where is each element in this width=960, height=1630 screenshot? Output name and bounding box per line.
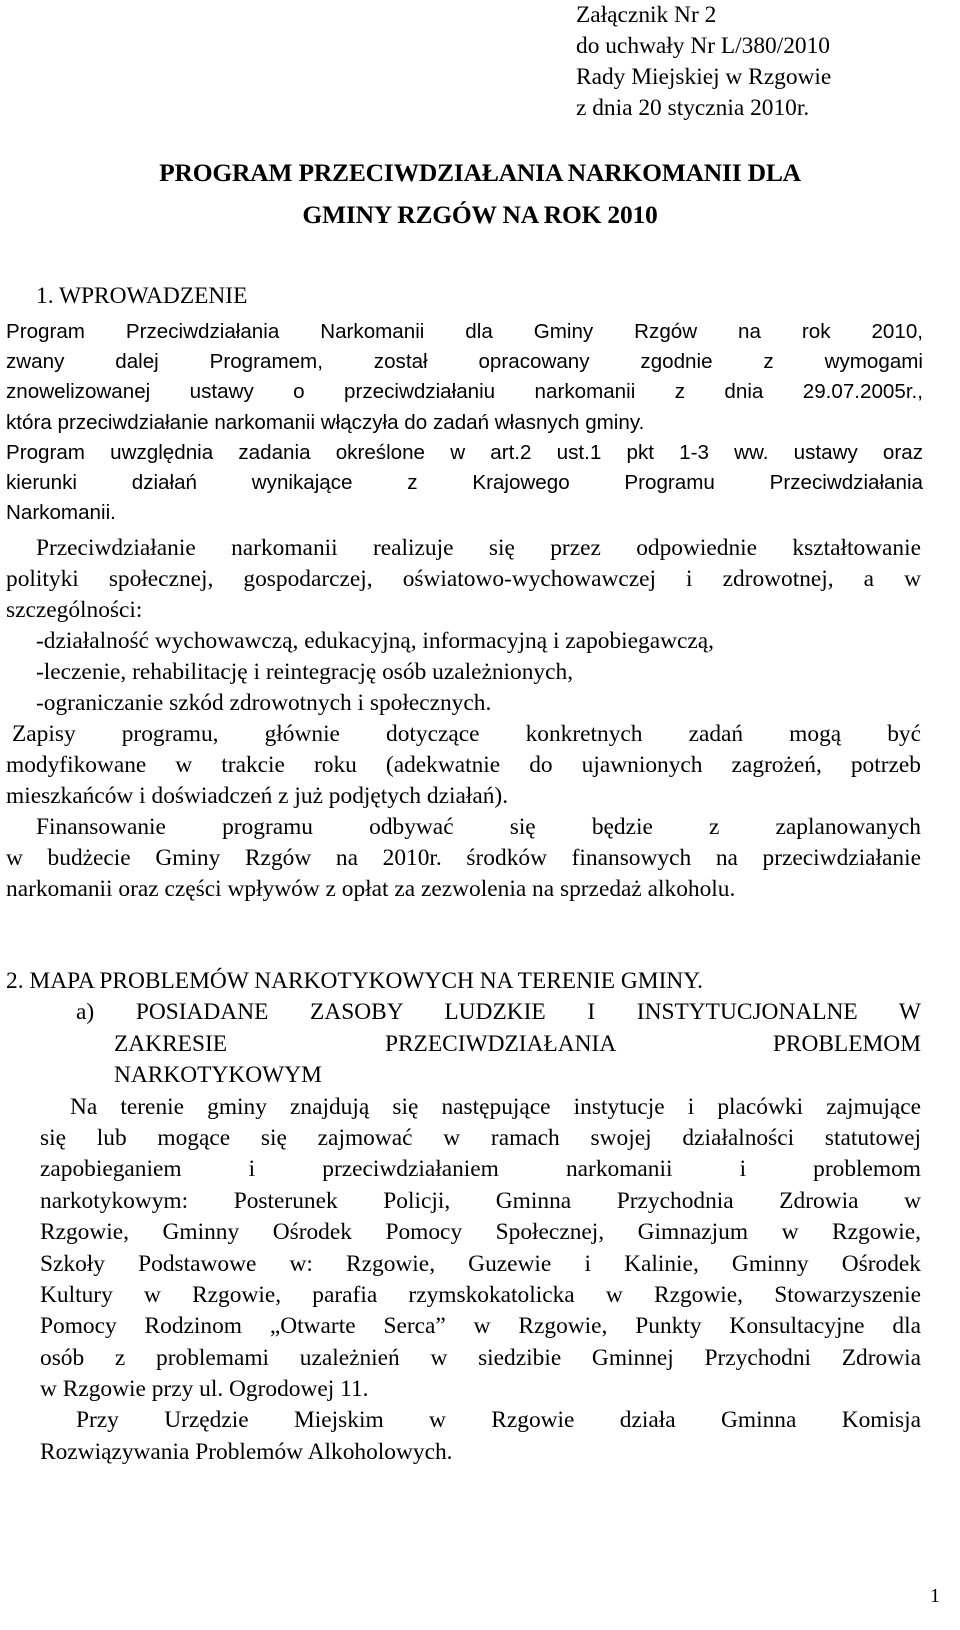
paragraph-line: Pomocy Rodzinom „Otwarte Serca” w Rzgowie, Punkty Konsultacyjne dla [40,1313,921,1340]
paragraph-line: Na terenie gminy znajdują się następujące instytucje i placówki zajmujące [70,1093,921,1120]
paragraph-line: zapobieganiem i przeciwdziałaniem narkomanii i problemom [40,1156,921,1183]
section-2-heading: 2. MAPA PROBLEMÓW NARKOTYKOWYCH NA TERENIE GMINY. [6,968,703,994]
subsection-a-heading: a) POSIADANE ZASOBY LUDZKIE I INSTYTUCJONALNE W [76,999,921,1026]
annex-line: Załącznik Nr 2 [576,2,717,28]
title-line-2: GMINY RZGÓW NA ROK 2010 [302,200,658,229]
body-line: polityki społecznej, gospodarczej, oświatowo-wychowawczej i zdrowotnej, a w [6,566,921,592]
intro-line: zwany dalej Programem, został opracowany zgodnie z wymogami [6,350,923,374]
annex-line: do uchwały Nr L/380/2010 [576,33,831,59]
paragraph-line: Szkoły Podstawowe w: Rzgowie, Guzewie i Kalinie, Gminny Ośrodek [40,1250,921,1277]
title-line-1: PROGRAM PRZECIWDZIAŁANIA NARKOMANII DLA [159,158,801,187]
section-1-heading: 1. WPROWADZENIE [36,283,248,309]
paragraph-line: Rzgowie, Gminny Ośrodek Pomocy Społecznej, Gimnazjum w Rzgowie, [40,1219,921,1246]
subsection-a-heading: ZAKRESIE PRZECIWDZIAŁANIA PROBLEMOM [114,1030,921,1057]
section-2 [6,966,921,1468]
paragraph-line: w Rzgowie przy ul. Ogrodowej 11. [40,1376,369,1403]
list-item: -ograniczanie szkód zdrowotnych i społecznych. [36,690,492,716]
paragraph-line: narkotykowym: Posterunek Policji, Gminna Przychodnia Zdrowia w [40,1187,921,1214]
subsection-a-heading: NARKOTYKOWYM [114,1062,322,1089]
document-title [0,152,960,236]
intro-line: kierunki działań wynikające z Krajowego Programu Przeciwdziałania [6,470,923,494]
intro-line: Program uwzględnia zadania określone w art.2 ust.1 pkt 1-3 ww. ustawy oraz [6,440,923,464]
body-line: modyfikowane w trakcie roku (adekwatnie do ujawnionych zagrożeń, potrzeb [6,752,921,778]
page-number: 1 [930,1585,940,1607]
section-1-intro [6,317,923,528]
body-line: w budżecie Gminy Rzgów na 2010r. środków finansowych na przeciwdziałanie [6,845,921,871]
section-1-body [6,533,921,905]
body-line: szczególności: [6,597,143,623]
list-item: -działalność wychowawczą, edukacyjną, informacyjną i zapobiegawczą, [36,628,714,654]
paragraph-line: Kultury w Rzgowie, parafia rzymskokatolicka w Rzgowie, Stowarzyszenie [40,1281,921,1308]
annex-header [576,0,831,124]
paragraph-line: się lub mogące się zajmować w ramach swojej działalności statutowej [40,1124,921,1151]
intro-line: Narkomanii. [6,501,116,525]
body-line: Zapisy programu, głównie dotyczące konkretnych zadań mogą być [12,721,921,747]
paragraph-line: Przy Urzędzie Miejskim w Rzgowie działa Gminna Komisja [76,1407,921,1434]
body-line: mieszkańców i doświadczeń z już podjętych działań). [6,783,509,809]
body-line: Przeciwdziałanie narkomanii realizuje się przez odpowiednie kształtowanie [36,535,921,561]
annex-line: z dnia 20 stycznia 2010r. [576,95,810,121]
intro-line: która przeciwdziałanie narkomanii włączyła do zadań własnych gminy. [6,410,645,434]
body-line: Finansowanie programu odbywać się będzie z zaplanowanych [36,814,921,840]
intro-line: znowelizowanej ustawy o przeciwdziałaniu narkomanii z dnia 29.07.2005r., [6,380,923,404]
annex-line: Rady Miejskiej w Rzgowie [576,64,832,90]
list-item: -leczenie, rehabilitację i reintegrację osób uzależnionych, [36,659,574,685]
intro-line: Program Przeciwdziałania Narkomanii dla Gminy Rzgów na rok 2010, [6,320,923,343]
paragraph-line: Rozwiązywania Problemów Alkoholowych. [40,1438,453,1465]
body-line: narkomanii oraz części wpływów z opłat za zezwolenia na sprzedaż alkoholu. [6,876,736,902]
paragraph-line: osób z problemami uzależnień w siedzibie Gminnej Przychodni Zdrowia [40,1344,921,1371]
